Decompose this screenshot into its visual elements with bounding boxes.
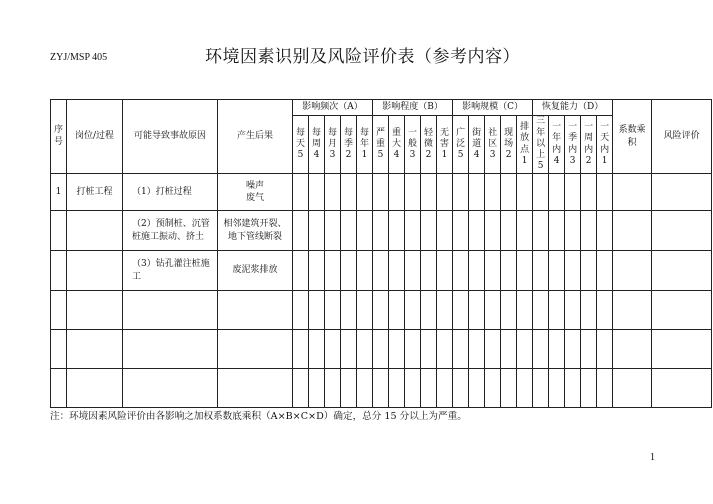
cell-score xyxy=(485,211,501,251)
cell-seq xyxy=(51,330,67,369)
cell-seq xyxy=(51,291,67,330)
cell-post xyxy=(67,291,123,330)
header-recovery: 恢复能力（D） xyxy=(533,100,613,116)
cell-risk-eval xyxy=(652,251,712,291)
cell-score xyxy=(565,174,581,211)
sub-degree-3: 轻微2 xyxy=(421,116,437,174)
risk-evaluation-table xyxy=(50,99,712,408)
header-frequency: 影响频次（A） xyxy=(293,100,373,116)
cell-score xyxy=(357,369,373,408)
cell-cause xyxy=(123,330,218,369)
cell-score xyxy=(517,251,533,291)
cell-score xyxy=(549,211,565,251)
cell-risk-eval xyxy=(652,330,712,369)
cell-score xyxy=(501,291,517,330)
cell-score xyxy=(421,291,437,330)
cell-seq xyxy=(51,174,67,211)
cell-score xyxy=(389,369,405,408)
cell-score xyxy=(517,211,533,251)
cell-score xyxy=(373,211,389,251)
header-scale: 影响规模（C） xyxy=(453,100,533,116)
cell-score xyxy=(533,251,549,291)
cell-score xyxy=(549,369,565,408)
cell-score xyxy=(453,251,469,291)
cell-score xyxy=(389,251,405,291)
cell-cause xyxy=(123,369,218,408)
cell-result xyxy=(218,330,293,369)
sub-freq-0: 每天5 xyxy=(293,116,309,174)
cell-score xyxy=(325,291,341,330)
cell-post xyxy=(67,251,123,291)
cell-score xyxy=(437,330,453,369)
cell-score xyxy=(373,291,389,330)
cell-cause xyxy=(123,174,218,211)
cell-seq xyxy=(51,211,67,251)
cell-score xyxy=(389,211,405,251)
cell-score xyxy=(325,330,341,369)
cell-score xyxy=(517,330,533,369)
sub-recovery-0: 三年以上5 xyxy=(533,116,549,174)
cell-score xyxy=(325,174,341,211)
cell-score xyxy=(421,211,437,251)
cell-score xyxy=(421,330,437,369)
cell-score xyxy=(309,174,325,211)
sub-freq-4: 每年1 xyxy=(357,116,373,174)
cell-score xyxy=(325,369,341,408)
cell-seq xyxy=(51,369,67,408)
sub-recovery-2: 一季内3 xyxy=(565,116,581,174)
cell-cause xyxy=(123,211,218,251)
cell-post xyxy=(67,330,123,369)
sub-degree-0: 严重5 xyxy=(373,116,389,174)
cell-score xyxy=(437,291,453,330)
cell-score xyxy=(405,330,421,369)
cell-score xyxy=(373,369,389,408)
table-row xyxy=(51,291,712,330)
cell-seq xyxy=(51,251,67,291)
cell-score xyxy=(357,174,373,211)
cell-score xyxy=(437,251,453,291)
cell-score xyxy=(533,291,549,330)
cell-cause xyxy=(123,251,218,291)
cell-score xyxy=(341,211,357,251)
cell-score xyxy=(453,330,469,369)
cell-result-text: 废泥浆排放 xyxy=(232,265,278,276)
cell-score xyxy=(501,330,517,369)
cell-score xyxy=(533,369,549,408)
cell-result-text: 相邻建筑开裂、地下管线断裂 xyxy=(223,219,287,242)
sub-scale-4: 排放点1 xyxy=(517,116,533,174)
cell-score xyxy=(309,251,325,291)
cell-score xyxy=(597,291,613,330)
header-seq: 序号 xyxy=(51,100,67,174)
cell-post xyxy=(67,211,123,251)
cell-score xyxy=(517,369,533,408)
table-row xyxy=(51,369,712,408)
cell-coefficient xyxy=(613,291,652,330)
cell-score xyxy=(549,251,565,291)
sub-scale-2: 社区3 xyxy=(485,116,501,174)
cell-score xyxy=(421,369,437,408)
header-risk-eval: 风险评价 xyxy=(652,100,712,174)
footnote: 注：环境因素风险评价由各影响之加权系数底乘积（A×B×C×D）确定，总分 15 分以上为严重。 xyxy=(50,411,467,422)
cell-result xyxy=(218,251,293,291)
sub-scale-1: 街道4 xyxy=(469,116,485,174)
cell-score xyxy=(485,251,501,291)
cell-result xyxy=(218,291,293,330)
cell-score xyxy=(565,211,581,251)
cell-result xyxy=(218,369,293,408)
cell-coefficient xyxy=(613,174,652,211)
cell-score xyxy=(469,369,485,408)
cell-cause-text: （1）打桩过程 xyxy=(132,186,192,197)
cell-post xyxy=(67,369,123,408)
cell-score xyxy=(309,369,325,408)
cell-score xyxy=(501,251,517,291)
cell-score xyxy=(293,369,309,408)
cell-score xyxy=(549,174,565,211)
cell-score xyxy=(469,330,485,369)
cell-score xyxy=(437,369,453,408)
cell-score xyxy=(405,251,421,291)
cell-score xyxy=(341,330,357,369)
sub-degree-2: 一般3 xyxy=(405,116,421,174)
cell-score xyxy=(405,174,421,211)
cell-score xyxy=(597,211,613,251)
cell-score xyxy=(421,251,437,291)
document-title: 环境因素识别及风险评价表（参考内容） xyxy=(205,47,520,67)
cell-risk-eval xyxy=(652,211,712,251)
cell-score xyxy=(517,174,533,211)
cell-score xyxy=(565,330,581,369)
cell-score xyxy=(405,291,421,330)
header-result: 产生后果 xyxy=(218,100,293,174)
sub-freq-1: 每周4 xyxy=(309,116,325,174)
table-row xyxy=(51,251,712,291)
cell-score xyxy=(501,211,517,251)
sub-scale-0: 广泛5 xyxy=(453,116,469,174)
table-row xyxy=(51,330,712,369)
cell-score xyxy=(341,174,357,211)
cell-score xyxy=(389,291,405,330)
header-degree: 影响程度（B） xyxy=(373,100,453,116)
cell-score xyxy=(597,251,613,291)
cell-score xyxy=(453,369,469,408)
cell-score xyxy=(485,174,501,211)
cell-score xyxy=(357,330,373,369)
cell-score xyxy=(293,330,309,369)
cell-score xyxy=(421,174,437,211)
sub-recovery-3: 一周内2 xyxy=(581,116,597,174)
cell-score xyxy=(293,251,309,291)
cell-score xyxy=(581,291,597,330)
cell-result xyxy=(218,174,293,211)
cell-post-text: 打桩工程 xyxy=(76,186,113,197)
cell-score xyxy=(325,211,341,251)
header-coefficient: 系数乘积 xyxy=(613,100,652,174)
cell-score xyxy=(517,291,533,330)
cell-score xyxy=(453,291,469,330)
cell-score xyxy=(293,211,309,251)
cell-score xyxy=(485,369,501,408)
cell-score xyxy=(469,174,485,211)
cell-coefficient xyxy=(613,211,652,251)
cell-score xyxy=(469,291,485,330)
header-post: 岗位/过程 xyxy=(67,100,123,174)
cell-score xyxy=(533,211,549,251)
cell-coefficient xyxy=(613,369,652,408)
cell-score xyxy=(389,330,405,369)
cell-score xyxy=(373,330,389,369)
page-number: 1 xyxy=(650,452,655,463)
cell-score xyxy=(581,174,597,211)
cell-score xyxy=(357,291,373,330)
cell-score xyxy=(309,211,325,251)
cell-score xyxy=(597,369,613,408)
cell-score xyxy=(549,330,565,369)
sub-recovery-4: 一天内1 xyxy=(597,116,613,174)
cell-risk-eval xyxy=(652,174,712,211)
cell-score xyxy=(341,291,357,330)
cell-score xyxy=(533,330,549,369)
cell-risk-eval xyxy=(652,369,712,408)
cell-score xyxy=(597,330,613,369)
cell-score xyxy=(469,211,485,251)
sub-freq-2: 每月3 xyxy=(325,116,341,174)
cell-score xyxy=(293,174,309,211)
cell-score xyxy=(357,211,373,251)
cell-cause-text: （3）钻孔灌注桩施工 xyxy=(132,259,210,282)
cell-cause-text: （2）预制桩、沉管桩施工振动、挤土 xyxy=(132,219,210,242)
cell-score xyxy=(341,369,357,408)
cell-coefficient xyxy=(613,330,652,369)
table-row xyxy=(51,174,712,211)
cell-score xyxy=(565,251,581,291)
cell-score xyxy=(533,174,549,211)
cell-score xyxy=(373,174,389,211)
cell-score xyxy=(405,211,421,251)
cell-score xyxy=(581,251,597,291)
sub-degree-1: 重大4 xyxy=(389,116,405,174)
cell-result-text: 噪声 废气 xyxy=(245,180,264,203)
table-row xyxy=(51,211,712,251)
cell-post xyxy=(67,174,123,211)
cell-score xyxy=(501,369,517,408)
cell-risk-eval xyxy=(652,291,712,330)
document-code: ZYJ/MSP 405 xyxy=(50,52,108,63)
cell-score xyxy=(485,330,501,369)
cell-score xyxy=(437,174,453,211)
cell-score xyxy=(485,291,501,330)
cell-score xyxy=(469,251,485,291)
cell-score xyxy=(437,211,453,251)
cell-score xyxy=(309,291,325,330)
cell-score xyxy=(453,211,469,251)
table-body xyxy=(51,174,712,408)
cell-score xyxy=(581,369,597,408)
cell-score xyxy=(597,174,613,211)
header-row-groups xyxy=(51,100,712,116)
cell-result xyxy=(218,211,293,251)
cell-score xyxy=(405,369,421,408)
cell-coefficient xyxy=(613,251,652,291)
cell-score xyxy=(565,291,581,330)
cell-score xyxy=(293,291,309,330)
header-cause: 可能导致事故原因 xyxy=(123,100,218,174)
cell-score xyxy=(549,291,565,330)
sub-recovery-1: 一年内4 xyxy=(549,116,565,174)
cell-score xyxy=(453,174,469,211)
sub-degree-4: 无害1 xyxy=(437,116,453,174)
sub-scale-3: 现场2 xyxy=(501,116,517,174)
cell-score xyxy=(309,330,325,369)
cell-cause xyxy=(123,291,218,330)
cell-seq-text: 1 xyxy=(55,186,62,197)
cell-score xyxy=(373,251,389,291)
cell-score xyxy=(565,369,581,408)
cell-score xyxy=(357,251,373,291)
cell-score xyxy=(341,251,357,291)
cell-score xyxy=(325,251,341,291)
cell-score xyxy=(581,211,597,251)
cell-score xyxy=(501,174,517,211)
cell-score xyxy=(581,330,597,369)
cell-score xyxy=(389,174,405,211)
sub-freq-3: 每季2 xyxy=(341,116,357,174)
